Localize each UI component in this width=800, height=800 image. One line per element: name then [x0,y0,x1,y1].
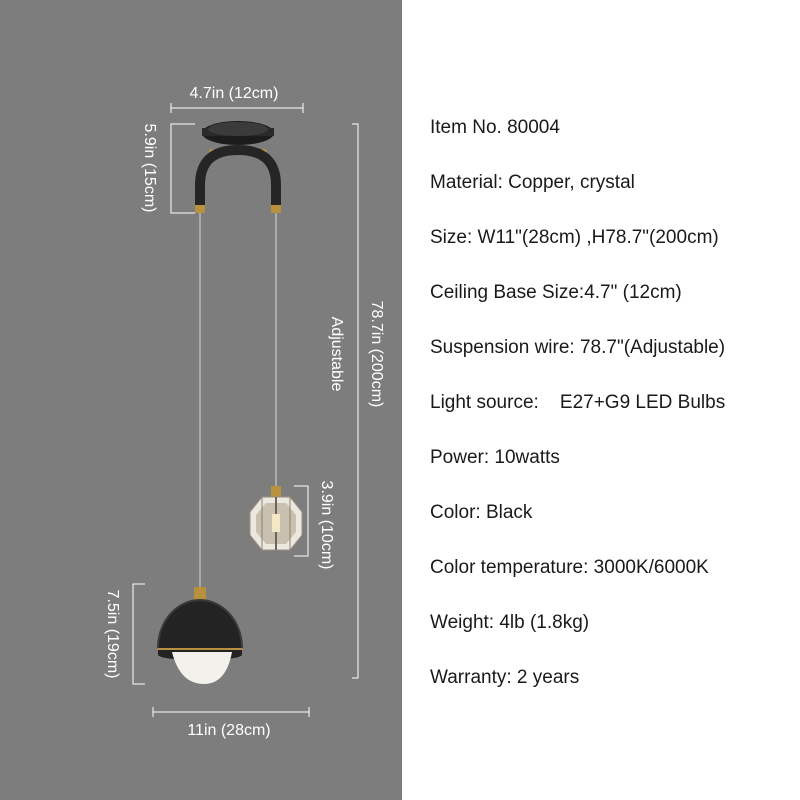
spec-warranty: Warranty: 2 years [430,667,580,688]
spec-item-number: Item No. 80004 [430,117,560,138]
spec-material: Material: Copper, crystal [430,172,635,193]
ceiling-height-dimension [171,124,195,213]
spec-color: Color: Black [430,502,533,523]
specifications-panel [402,0,800,800]
crystal-height-label: 3.9in (10cm) [318,480,335,570]
ceiling-width-dimension [171,103,303,113]
spec-color-temperature: Color temperature: 3000K/6000K [430,557,709,578]
crystal-pendant [250,486,302,550]
shade-height-dimension [133,584,145,684]
arch-arm [200,150,276,210]
shade-width-label: 11in (28cm) [187,722,271,739]
total-height-dimension [352,124,358,678]
spec-weight: Weight: 4lb (1.8kg) [430,612,590,633]
spec-power: Power: 10watts [430,447,560,468]
ceiling-height-label: 5.9in (15cm) [141,123,158,213]
spec-suspension-wire: Suspension wire: 78.7"(Adjustable) [430,337,726,358]
spec-ceiling-base: Ceiling Base Size:4.7" (12cm) [430,282,682,303]
dome-pendant [158,587,242,684]
ceiling-width-label: 4.7in (12cm) [189,85,279,102]
total-height-label: 78.7in (200cm) [368,300,385,408]
shade-height-label: 7.5in (19cm) [104,589,121,679]
spec-size: Size: W11"(28cm) ,H78.7"(200cm) [430,227,719,248]
spec-light-source: Light source: E27+G9 LED Bulbs [430,392,726,413]
adjustable-label: Adjustable [328,316,345,392]
shade-width-dimension [153,707,309,717]
